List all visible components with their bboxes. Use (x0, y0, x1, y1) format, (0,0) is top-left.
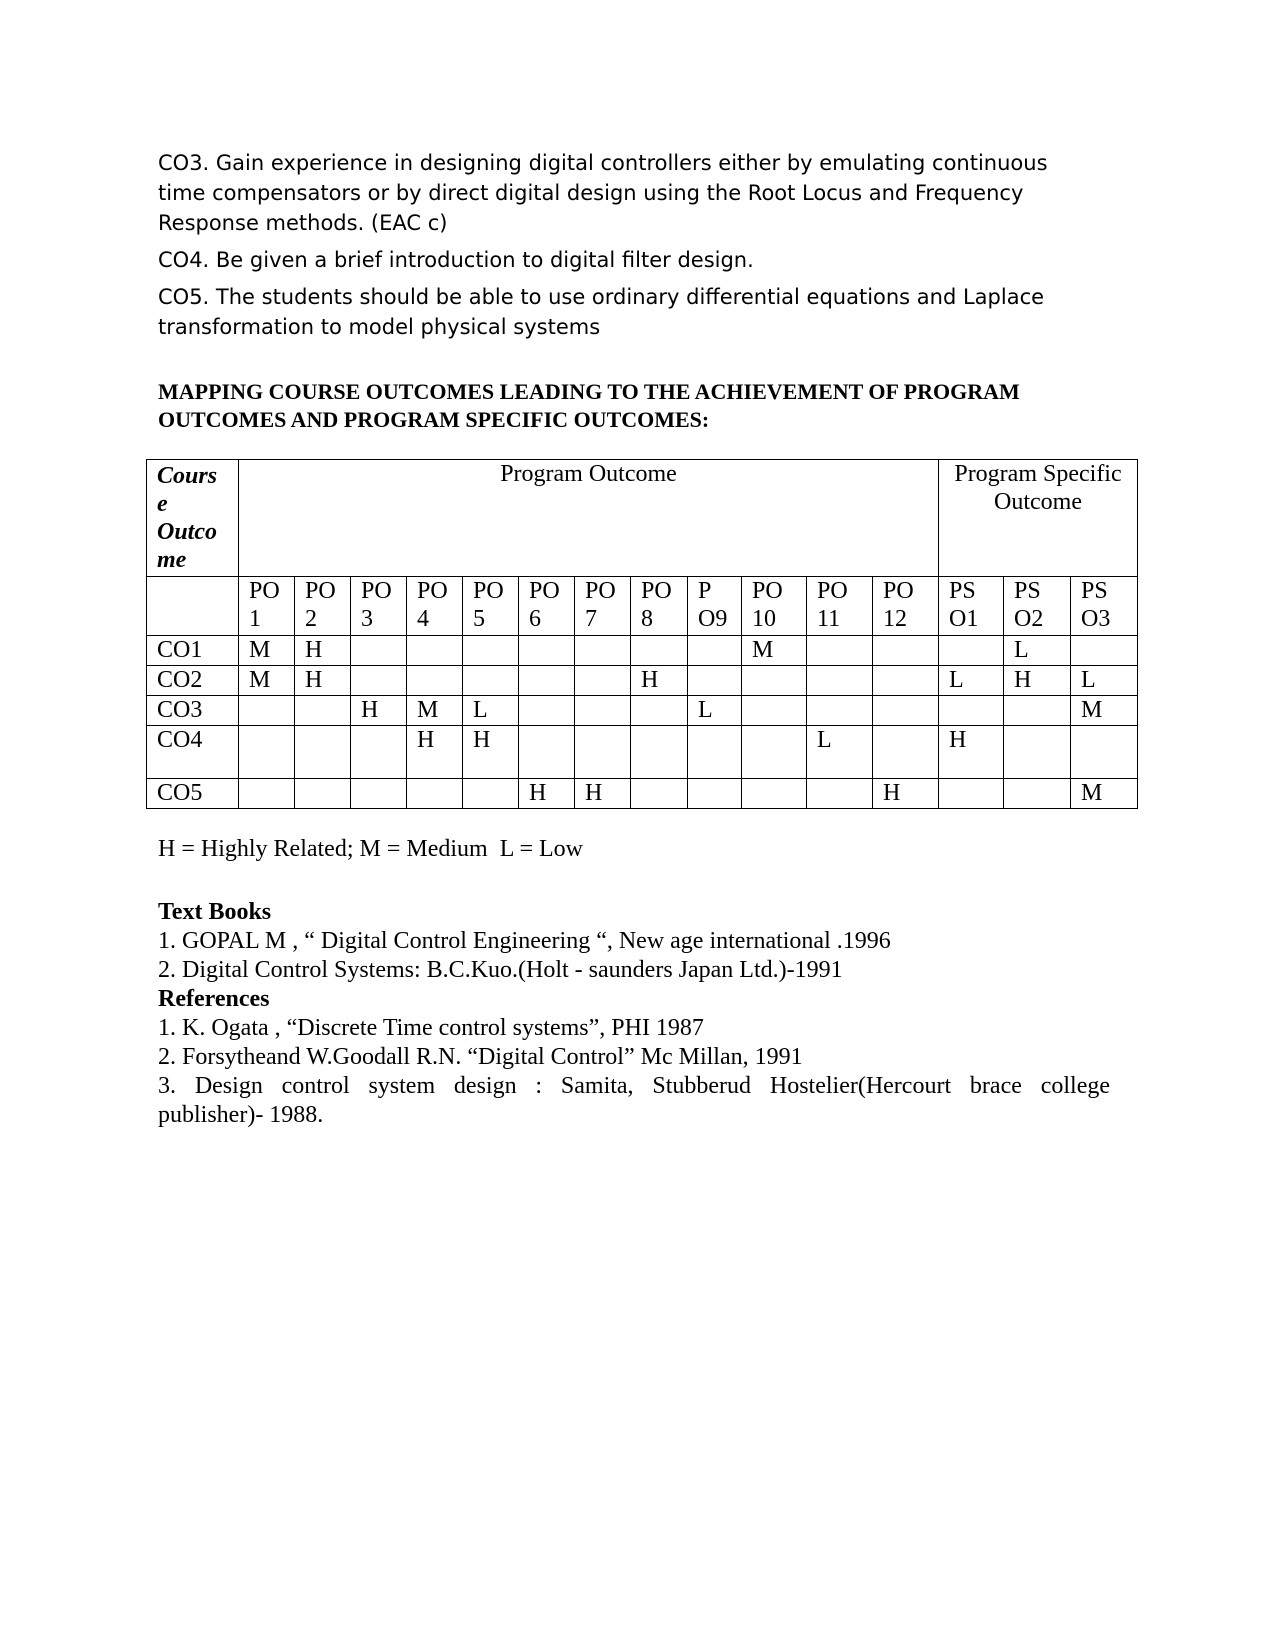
mapping-cell: H (351, 696, 407, 726)
mapping-cell (407, 636, 463, 666)
column-header-cell: PO 3 (351, 577, 407, 636)
mapping-cell (351, 726, 407, 779)
mapping-cell (295, 779, 351, 809)
mapping-cell (351, 636, 407, 666)
mapping-cell (519, 726, 575, 779)
course-outcome-label: CO5 (147, 779, 239, 809)
mapping-cell (239, 779, 295, 809)
mapping-cell: L (939, 666, 1004, 696)
mapping-cell: M (1071, 696, 1138, 726)
mapping-cell: M (239, 666, 295, 696)
column-header-cell: PO 10 (742, 577, 807, 636)
text-book-item: 1. GOPAL M , “ Digital Control Engineering “, New age international .1996 (158, 928, 891, 954)
mapping-cell: H (519, 779, 575, 809)
course-outcome-label: CO2 (147, 666, 239, 696)
mapping-cell (1004, 779, 1071, 809)
mapping-cell: H (407, 726, 463, 779)
course-outcomes-list (158, 148, 1098, 349)
mapping-cell: L (807, 726, 873, 779)
column-header-cell: PO 5 (463, 577, 519, 636)
mapping-cell (519, 636, 575, 666)
mapping-cell (295, 726, 351, 779)
column-header-cell: PO 1 (239, 577, 295, 636)
column-header-cell: PO 6 (519, 577, 575, 636)
mapping-cell (407, 779, 463, 809)
table-row (147, 666, 1138, 696)
table-header-row (147, 460, 1138, 577)
table-row (147, 696, 1138, 726)
course-outcome-label: CO1 (147, 636, 239, 666)
column-header-cell: PO 7 (575, 577, 631, 636)
text-book-item: 2. Digital Control Systems: B.C.Kuo.(Holt - saunders Japan Ltd.)-1991 (158, 957, 843, 983)
program-specific-outcome-header: Program Specific Outcome (939, 460, 1138, 577)
table-row (147, 636, 1138, 666)
reference-item-3-line-1: 3. Design control system design : Samita, Stubberud Hostelier(Hercourt brace college (158, 1073, 1110, 1099)
mapping-cell (1004, 696, 1071, 726)
course-outcome-label: CO3 (147, 696, 239, 726)
mapping-cell (873, 696, 939, 726)
column-header-cell: P O9 (688, 577, 742, 636)
mapping-cell (239, 696, 295, 726)
mapping-cell: H (939, 726, 1004, 779)
mapping-cell (1004, 726, 1071, 779)
mapping-cell (519, 666, 575, 696)
mapping-cell (575, 696, 631, 726)
mapping-cell (688, 666, 742, 696)
text-books-heading: Text Books (158, 899, 272, 925)
mapping-cell (575, 636, 631, 666)
mapping-cell: H (463, 726, 519, 779)
mapping-cell (631, 696, 688, 726)
mapping-cell (688, 726, 742, 779)
mapping-cell (873, 726, 939, 779)
mapping-cell: L (463, 696, 519, 726)
mapping-cell: M (742, 636, 807, 666)
mapping-cell (688, 636, 742, 666)
mapping-cell (631, 636, 688, 666)
reference-item-3-line-2: publisher)- 1988. (158, 1102, 324, 1128)
mapping-cell (807, 666, 873, 696)
mapping-cell (939, 779, 1004, 809)
mapping-cell (351, 779, 407, 809)
program-outcome-header: Program Outcome (239, 460, 939, 577)
mapping-cell (1071, 726, 1138, 779)
mapping-cell (519, 696, 575, 726)
mapping-cell (1071, 636, 1138, 666)
column-header-cell: PO 8 (631, 577, 688, 636)
mapping-cell (939, 636, 1004, 666)
column-header-cell: PO 2 (295, 577, 351, 636)
empty-header-cell (147, 577, 239, 636)
mapping-cell: L (688, 696, 742, 726)
mapping-cell (939, 696, 1004, 726)
course-outcome-label: CO4 (147, 726, 239, 779)
mapping-cell (463, 666, 519, 696)
mapping-cell: H (631, 666, 688, 696)
column-header-cell: PS O1 (939, 577, 1004, 636)
mapping-cell: H (295, 636, 351, 666)
column-header-row (147, 577, 1138, 636)
course-outcome-header: Cours e Outco me (147, 460, 239, 577)
column-header-cell: PO 12 (873, 577, 939, 636)
mapping-cell (351, 666, 407, 696)
mapping-cell (631, 779, 688, 809)
reference-item: 1. K. Ogata , “Discrete Time control systems”, PHI 1987 (158, 1015, 704, 1041)
mapping-cell (742, 696, 807, 726)
mapping-cell (463, 779, 519, 809)
mapping-cell: M (407, 696, 463, 726)
mapping-cell (407, 666, 463, 696)
mapping-cell (631, 726, 688, 779)
table-row (147, 726, 1138, 779)
mapping-cell (575, 666, 631, 696)
mapping-cell (742, 726, 807, 779)
co-po-mapping-table (146, 459, 1138, 809)
references-heading: References (158, 986, 270, 1012)
mapping-cell (742, 779, 807, 809)
mapping-cell: H (575, 779, 631, 809)
mapping-cell: M (239, 636, 295, 666)
table-row (147, 779, 1138, 809)
mapping-heading: MAPPING COURSE OUTCOMES LEADING TO THE ACHIEVEMENT OF PROGRAM OUTCOMES AND PROGRAM SPECIFIC OUTCOMES: (158, 379, 1020, 432)
column-header-cell: PS O3 (1071, 577, 1138, 636)
mapping-cell: M (1071, 779, 1138, 809)
mapping-cell: L (1071, 666, 1138, 696)
mapping-cell (239, 726, 295, 779)
course-outcome-co4: CO4. Be given a brief introduction to digital filter design. (158, 248, 754, 272)
column-header-cell: PS O2 (1004, 577, 1071, 636)
mapping-cell (295, 696, 351, 726)
mapping-cell (873, 666, 939, 696)
mapping-cell (742, 666, 807, 696)
mapping-cell: H (295, 666, 351, 696)
mapping-cell (575, 726, 631, 779)
course-outcome-co5: CO5. The students should be able to use ordinary differential equations and Laplace transformation to model physical systems (158, 285, 1045, 339)
mapping-cell (807, 779, 873, 809)
mapping-cell (688, 779, 742, 809)
mapping-cell (463, 636, 519, 666)
column-header-cell: PO 4 (407, 577, 463, 636)
course-outcome-co3: CO3. Gain experience in designing digital controllers either by emulating continuous time compensators or by direct digital design using the Root Locus and Frequency Response methods. (EAC c) (158, 151, 1048, 235)
mapping-cell (807, 636, 873, 666)
mapping-cell (873, 636, 939, 666)
mapping-cell: H (1004, 666, 1071, 696)
mapping-cell: H (873, 779, 939, 809)
books-and-references (158, 898, 1110, 1130)
reference-item: 2. Forsytheand W.Goodall R.N. “Digital Control” Mc Millan, 1991 (158, 1044, 803, 1070)
legend: H = Highly Related; M = Medium L = Low (158, 836, 584, 862)
mapping-cell: L (1004, 636, 1071, 666)
column-header-cell: PO 11 (807, 577, 873, 636)
mapping-cell (807, 696, 873, 726)
